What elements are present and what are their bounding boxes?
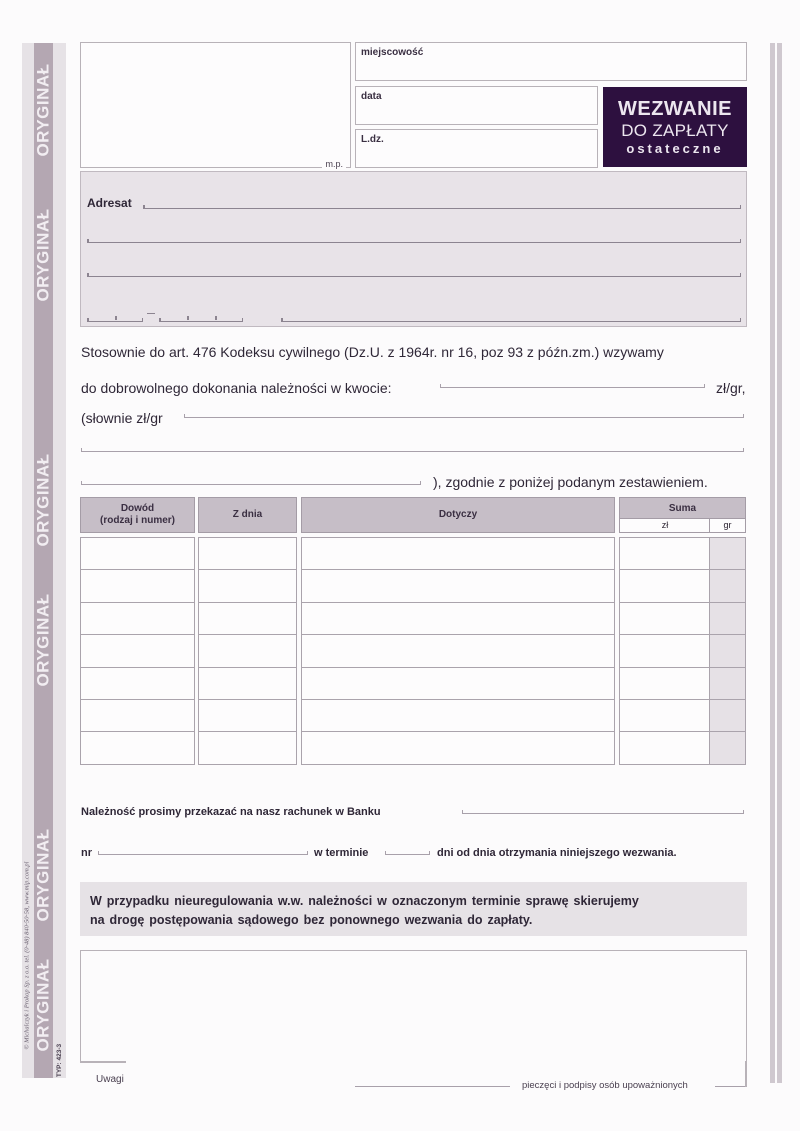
signature-line-right	[715, 1086, 746, 1087]
amount-words-field-2[interactable]	[81, 447, 744, 452]
cell-document[interactable]	[80, 667, 195, 701]
signature-line-left	[355, 1086, 510, 1087]
postal-tick	[187, 316, 189, 320]
place-label: miejscowość	[361, 47, 424, 58]
title-line-1: WEZWANIE	[618, 97, 732, 120]
remarks-box[interactable]	[80, 950, 747, 1062]
cell-sum-zl[interactable]	[619, 731, 711, 765]
cell-sum-gr[interactable]	[709, 634, 746, 668]
watermark-original: ORYGINAŁ	[33, 208, 53, 302]
stamp-box[interactable]	[80, 42, 351, 168]
column-header-document: Dowód (rodzaj i numer)	[80, 497, 195, 533]
cell-concerning[interactable]	[301, 537, 615, 571]
cell-sum-zl[interactable]	[619, 634, 711, 668]
column-header-concerning: Dotyczy	[301, 497, 615, 533]
watermark-original: ORYGINAŁ	[33, 63, 53, 157]
cell-document[interactable]	[80, 569, 195, 603]
cell-date[interactable]	[198, 537, 297, 571]
cell-date[interactable]	[198, 667, 297, 701]
amount-words-label: (słownie zł/gr	[81, 410, 163, 426]
postal-tick	[215, 316, 217, 320]
currency-label: zł/gr,	[716, 380, 746, 396]
cell-sum-gr[interactable]	[709, 667, 746, 701]
addressee-section	[80, 171, 747, 327]
column-header-date: Z dnia	[198, 497, 297, 533]
addressee-label: Adresat	[87, 196, 132, 210]
cell-document[interactable]	[80, 537, 195, 571]
postal-code-part-2[interactable]	[159, 317, 243, 322]
cell-sum-gr[interactable]	[709, 731, 746, 765]
addressee-line-2[interactable]	[87, 238, 741, 243]
watermark-original: ORYGINAŁ	[33, 593, 53, 687]
right-margin-bar	[777, 43, 782, 1083]
cell-sum-zl[interactable]	[619, 699, 711, 733]
place-field[interactable]	[355, 42, 747, 81]
cell-date[interactable]	[198, 569, 297, 603]
cell-sum-gr[interactable]	[709, 537, 746, 571]
remarks-underline	[80, 1061, 126, 1063]
cell-sum-gr[interactable]	[709, 569, 746, 603]
account-number-field[interactable]	[98, 850, 308, 855]
cell-sum-gr[interactable]	[709, 602, 746, 636]
date-field[interactable]	[355, 86, 598, 125]
cell-document[interactable]	[80, 699, 195, 733]
city-line[interactable]	[281, 317, 741, 322]
signature-label: pieczęci i podpisy osób upoważnionych	[522, 1080, 688, 1091]
cell-concerning[interactable]	[301, 731, 615, 765]
term-label: w terminie	[314, 847, 369, 859]
amount-label: do dobrowolnego dokonania należności w kwocie:	[81, 380, 392, 396]
remarks-label: Uwagi	[96, 1074, 124, 1085]
amount-words-field-3[interactable]	[81, 480, 421, 485]
cell-sum-zl[interactable]	[619, 569, 711, 603]
postal-tick	[115, 316, 117, 320]
bank-name-field[interactable]	[462, 809, 744, 814]
amount-field[interactable]	[440, 383, 705, 388]
addressee-line-1[interactable]	[143, 204, 741, 209]
publisher-info: © Michalczyk i Prokop Sp. z o.o. tel. (0-48) 840-50-58, www.mip.com.pl	[23, 861, 31, 1049]
title-line-3: ostateczne	[626, 140, 724, 156]
legal-basis-text: Stosownie do art. 476 Kodeksu cywilnego (Dz.U. z 1964r. nr 16, poz 93 z późn.zm.) wzywamy	[81, 344, 664, 360]
column-header-sum: Suma	[619, 497, 746, 520]
date-label: data	[361, 91, 382, 102]
ref-number-field[interactable]	[355, 129, 598, 168]
cell-concerning[interactable]	[301, 569, 615, 603]
watermark-original: ORYGINAŁ	[33, 828, 53, 922]
cell-document[interactable]	[80, 602, 195, 636]
amount-words-field-1[interactable]	[184, 413, 744, 418]
cell-concerning[interactable]	[301, 667, 615, 701]
cell-sum-zl[interactable]	[619, 667, 711, 701]
cell-concerning[interactable]	[301, 634, 615, 668]
cell-sum-gr[interactable]	[709, 699, 746, 733]
cell-sum-zl[interactable]	[619, 602, 711, 636]
bank-label: Należność prosimy przekazać na nasz rachunek w Banku	[81, 806, 381, 818]
addressee-line-3[interactable]	[87, 272, 741, 277]
ref-label: L.dz.	[361, 134, 384, 145]
title-line-2: DO ZAPŁATY	[621, 120, 729, 140]
watermark-original: ORYGINAŁ	[33, 958, 53, 1052]
form-code: TYP: 423-3	[56, 1043, 64, 1077]
column-header-gr: gr	[709, 518, 746, 533]
cell-document[interactable]	[80, 731, 195, 765]
term-days-field[interactable]	[385, 850, 430, 855]
right-margin-bar	[770, 43, 775, 1083]
cell-date[interactable]	[198, 699, 297, 733]
signature-bracket	[745, 1061, 747, 1087]
cell-date[interactable]	[198, 634, 297, 668]
cell-date[interactable]	[198, 731, 297, 765]
watermark-original: ORYGINAŁ	[33, 453, 53, 547]
cell-concerning[interactable]	[301, 699, 615, 733]
statement-reference-text: ), zgodnie z poniżej podanym zestawieniem.	[433, 474, 708, 490]
document-title	[603, 87, 747, 167]
column-header-zl: zł	[619, 518, 711, 533]
cell-date[interactable]	[198, 602, 297, 636]
cell-document[interactable]	[80, 634, 195, 668]
legal-notice: W przypadku nieuregulowania w.w. należności w oznaczonym terminie sprawę skierujemy na drogę postępowania sądowego bez ponownego wezwania do zapłaty.	[80, 882, 747, 936]
postal-dash	[147, 313, 155, 314]
cell-concerning[interactable]	[301, 602, 615, 636]
account-number-label: nr	[81, 847, 92, 859]
stamp-label: m.p.	[322, 159, 346, 169]
term-suffix: dni od dnia otrzymania niniejszego wezwania.	[437, 847, 677, 859]
cell-sum-zl[interactable]	[619, 537, 711, 571]
